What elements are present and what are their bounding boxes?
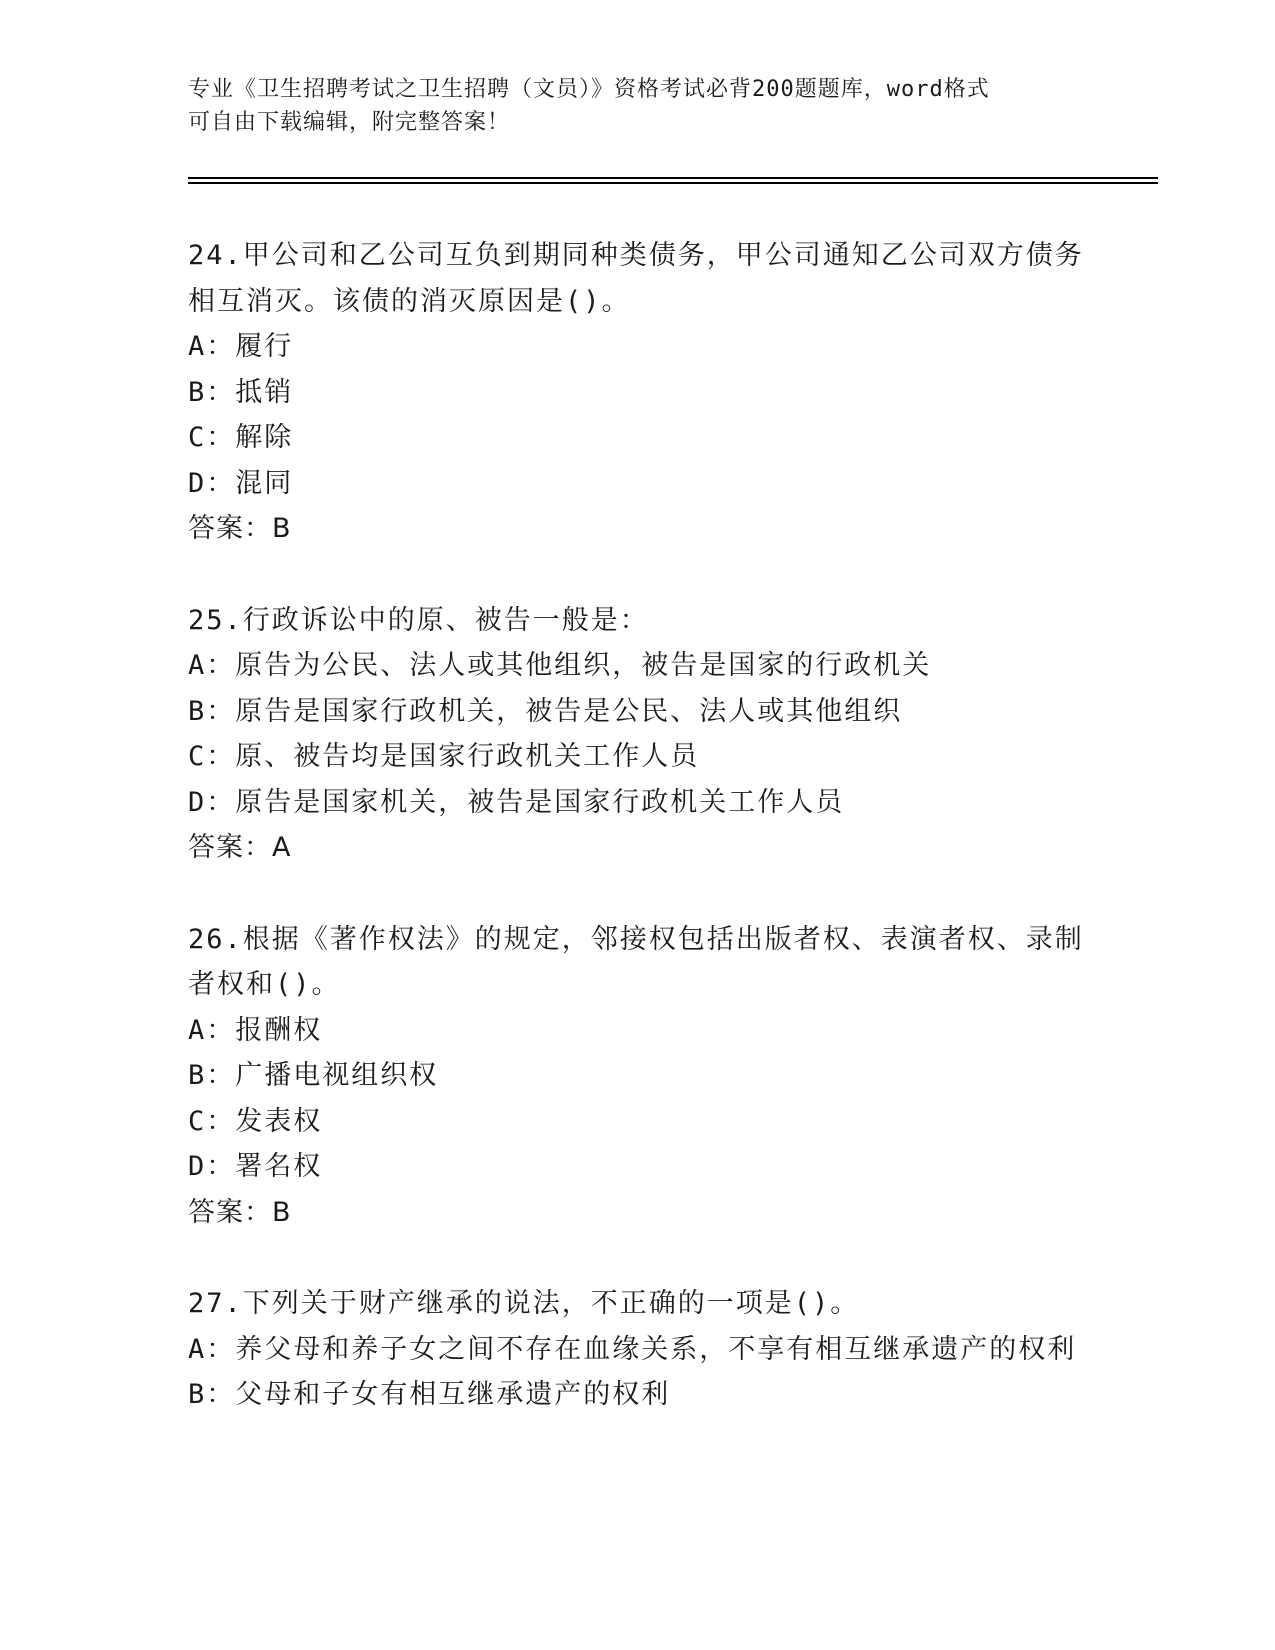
option-a: A：养父母和养子女之间不存在血缘关系，不享有相互继承遗产的权利 — [188, 1333, 1077, 1365]
question-stem-continued: 相互消灭。该债的消灭原因是()。 — [188, 285, 631, 317]
option-b: B：广播电视组织权 — [188, 1060, 439, 1091]
answer-key: 答案：B — [188, 1196, 292, 1228]
option-b: B：抵销 — [188, 376, 294, 408]
option-b: B：原告是国家行政机关，被告是公民、法人或其他组织 — [188, 695, 903, 727]
question-27 — [188, 1281, 1088, 1418]
document-header — [188, 73, 1088, 139]
question-stem-continued: 者权和()。 — [188, 969, 341, 1000]
question-stem: 25.行政诉讼中的原、被告一般是： — [188, 604, 649, 636]
question-stem: 27.下列关于财产继承的说法，不正确的一项是()。 — [188, 1288, 860, 1319]
option-c: C：解除 — [188, 422, 294, 453]
option-a: A：报酬权 — [188, 1014, 323, 1046]
option-a: A：原告为公民、法人或其他组织，被告是国家的行政机关 — [188, 650, 932, 681]
option-d: D：署名权 — [188, 1151, 323, 1182]
option-c: C：原、被告均是国家行政机关工作人员 — [188, 741, 700, 772]
answer-key: 答案：B — [188, 513, 292, 544]
question-stem: 26.根据《著作权法》的规定，邻接权包括出版者权、表演者权、录制 — [188, 923, 1084, 955]
answer-key: 答案：A — [188, 832, 292, 863]
option-c: C：发表权 — [188, 1105, 323, 1137]
question-25 — [188, 598, 1088, 871]
question-24 — [188, 233, 1088, 552]
question-stem: 24.甲公司和乙公司互负到期同种类债务，甲公司通知乙公司双方债务 — [188, 240, 1084, 271]
header-line-1: 专业《卫生招聘考试之卫生招聘（文员）》资格考试必背200题题库，word格式 — [188, 77, 990, 102]
question-list — [188, 233, 1088, 1464]
header-divider-top — [188, 177, 1158, 179]
header-divider-bottom — [188, 182, 1158, 184]
header-line-2: 可自由下载编辑，附完整答案！ — [188, 110, 511, 135]
option-d: D：原告是国家机关，被告是国家行政机关工作人员 — [188, 786, 845, 818]
question-26 — [188, 917, 1088, 1236]
option-b: B：父母和子女有相互继承遗产的权利 — [188, 1379, 671, 1410]
option-d: D：混同 — [188, 467, 294, 499]
option-a: A：履行 — [188, 331, 294, 362]
